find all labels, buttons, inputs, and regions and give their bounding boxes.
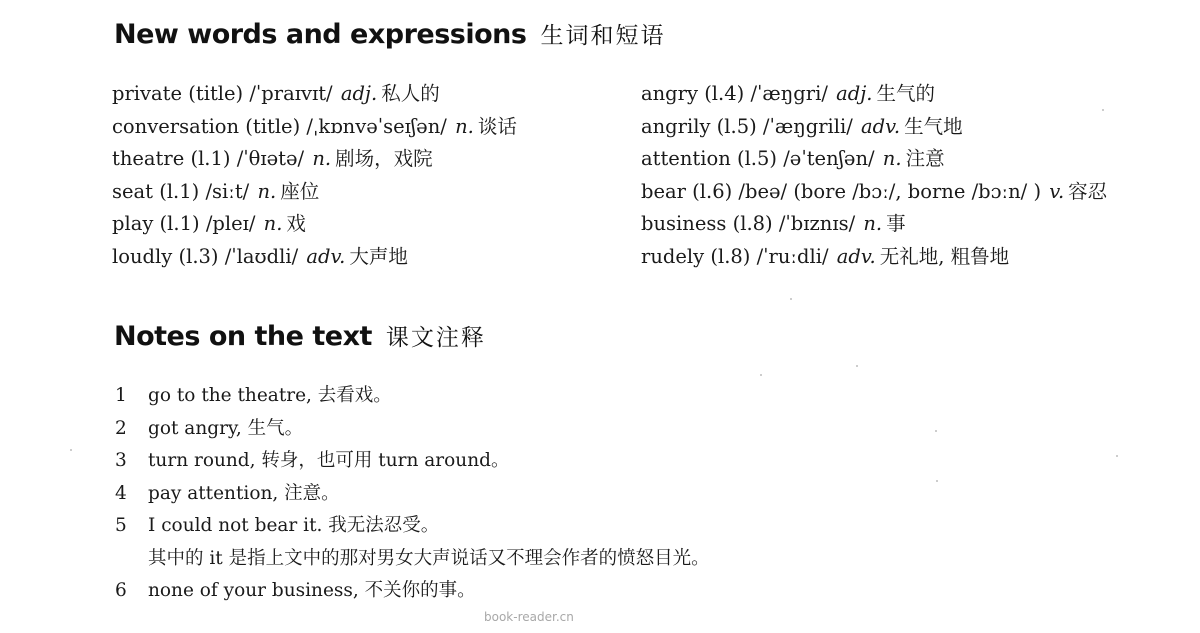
vocab-meaning: 谈话	[477, 114, 517, 138]
note-number: 5	[115, 515, 127, 536]
vocab-entry	[641, 208, 1107, 241]
section-heading-notes	[114, 319, 486, 352]
scan-speck	[70, 449, 72, 451]
scan-speck	[936, 480, 938, 482]
note-item	[115, 478, 710, 511]
vocab-pos: v.	[1049, 179, 1065, 203]
vocab-pos: adj.	[836, 82, 873, 105]
vocab-word: angrily (l.5) /ˈæŋgrili/	[641, 114, 853, 138]
vocab-pos: adv.	[306, 244, 346, 268]
vocab-entry	[112, 241, 517, 274]
vocab-entry	[112, 78, 517, 111]
vocab-pos: adj.	[340, 82, 378, 105]
note-number: 3	[115, 450, 127, 471]
scan-speck	[856, 365, 858, 367]
vocab-entry	[112, 111, 517, 144]
vocab-meaning: 生气的	[876, 82, 935, 105]
scan-speck	[935, 430, 937, 432]
vocab-meaning: 容忍	[1068, 179, 1108, 203]
vocab-word: angry (l.4) /ˈæŋgri/	[641, 82, 828, 105]
note-number: 4	[115, 482, 127, 504]
vocab-word: conversation (title) /ˌkɒnvəˈseɪʃən/	[112, 114, 447, 138]
note-text: go to the theatre, 去看戏。	[148, 385, 392, 406]
scan-speck	[1116, 455, 1118, 457]
note-text: got angry, 生气。	[148, 417, 304, 439]
vocab-meaning: 事	[886, 212, 906, 236]
vocab-pos: n.	[882, 147, 902, 171]
note-number: 6	[115, 580, 127, 601]
vocab-meaning: 私人的	[381, 82, 440, 105]
note-continuation	[115, 543, 710, 576]
vocab-word: seat (l.1) /siːt/	[112, 179, 250, 203]
note-number: 2	[115, 417, 127, 439]
vocab-pos: n.	[257, 179, 277, 203]
vocab-meaning: 座位	[280, 179, 320, 203]
vocab-word: loudly (l.3) /ˈlaʊdli/	[112, 244, 299, 268]
vocab-pos: n.	[263, 212, 283, 236]
watermark: book-reader.cn	[484, 610, 574, 624]
vocab-word: private (title) /ˈpraɪvɪt/	[112, 82, 333, 105]
scan-speck	[1102, 109, 1104, 111]
scan-speck	[760, 374, 762, 376]
heading-chinese: 生词和短语	[540, 23, 666, 49]
note-text: I could not bear it. 我无法忍受。	[148, 515, 440, 536]
vocab-word: theatre (l.1) /ˈθɪətə/	[112, 147, 305, 171]
note-item	[115, 445, 710, 478]
vocab-word: business (l.8) /ˈbɪznɪs/	[641, 212, 856, 236]
vocab-entry	[641, 241, 1107, 274]
vocab-word: play (l.1) /pleɪ/	[112, 212, 256, 236]
note-text: 其中的 it 是指上文中的那对男女大声说话又不理会作者的愤怒目光。	[148, 547, 710, 569]
vocab-entry	[641, 176, 1107, 209]
vocab-meaning: 戏	[286, 212, 306, 236]
note-item	[115, 380, 710, 413]
note-text: none of your business, 不关你的事。	[148, 580, 476, 601]
heading-english: Notes on the text	[114, 321, 372, 352]
note-text: turn round, 转身，也可用 turn around。	[148, 450, 510, 471]
vocab-pos: n.	[455, 114, 474, 138]
vocab-word: attention (l.5) /əˈtenʃən/	[641, 147, 875, 171]
note-item	[115, 575, 710, 608]
vocab-meaning: 无礼地, 粗鲁地	[879, 244, 1010, 268]
notes-list	[115, 380, 710, 608]
vocab-word: bear (l.6) /beə/ (bore /bɔː/, borne /bɔːn/ )	[641, 179, 1042, 203]
vocab-column-left	[112, 78, 517, 274]
note-item	[115, 413, 710, 446]
vocab-meaning: 生气地	[904, 114, 963, 138]
vocab-word: rudely (l.8) /ˈruːdli/	[641, 244, 829, 268]
vocab-pos: adv.	[836, 244, 876, 268]
vocab-entry	[641, 143, 1107, 176]
vocab-entry	[641, 78, 1107, 111]
section-heading-new-words	[114, 17, 665, 50]
vocab-pos: adv.	[861, 114, 901, 138]
vocab-entry	[112, 143, 517, 176]
note-number: 1	[115, 385, 127, 406]
vocab-meaning: 剧场，戏院	[335, 147, 433, 171]
note-text: pay attention, 注意。	[148, 482, 340, 504]
vocab-meaning: 大声地	[349, 244, 408, 268]
vocab-entry	[641, 111, 1107, 144]
vocab-pos: n.	[863, 212, 883, 236]
vocab-column-right	[641, 78, 1107, 274]
vocab-entry	[112, 176, 517, 209]
heading-chinese: 课文注释	[385, 325, 486, 351]
heading-english: New words and expressions	[114, 19, 527, 50]
note-item	[115, 510, 710, 543]
vocab-entry	[112, 208, 517, 241]
vocab-meaning: 注意	[905, 147, 945, 171]
vocab-pos: n.	[312, 147, 332, 171]
scan-speck	[790, 298, 792, 300]
